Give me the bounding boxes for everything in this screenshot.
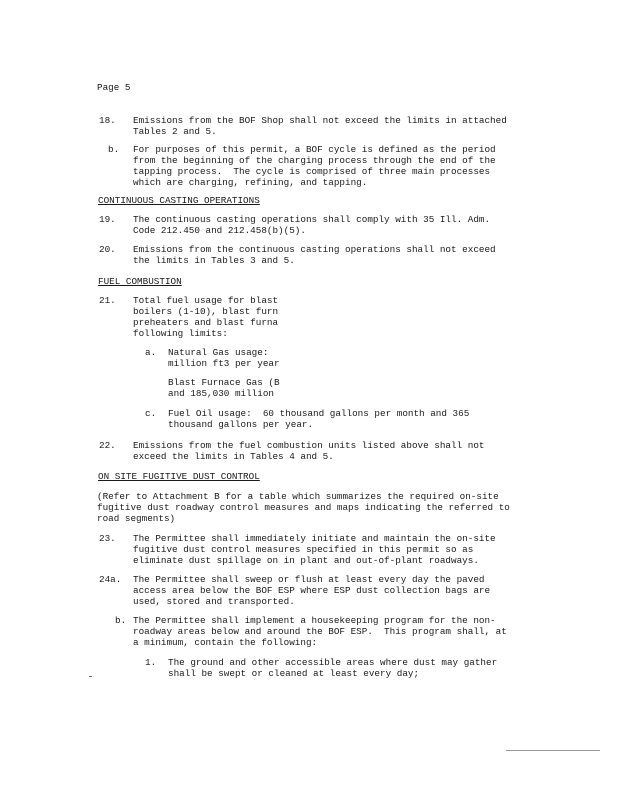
paragraph-line: Emissions from the fuel combustion units listed above shall not [133,440,485,451]
paragraph-line: The Permittee shall implement a housekeeping program for the non- [133,615,496,626]
item-number-22: 22. [99,440,116,451]
section-heading-continuous-casting: CONTINUOUS CASTING OPERATIONS [98,195,260,206]
reference-note-line: road segments) [97,513,176,524]
paragraph-line: Natural Gas usage: [168,347,269,358]
item-number-24b-1: 1. [145,657,157,668]
paragraph-line: thousand gallons per year. [168,419,314,430]
paragraph-line: tapping process. The cycle is comprised of three main processes [133,166,491,177]
item-number-21a: a. [145,347,157,358]
item-number-24b: b. [115,615,127,626]
paragraph-line: exceed the limits in Tables 4 and 5. [133,451,334,462]
paragraph-line: roadway areas below and around the BOF ESP. This program shall, at [133,626,507,637]
paragraph-line: Emissions from the BOF Shop shall not exceed the limits in attached [133,115,507,126]
item-number-21: 21. [99,295,116,306]
scan-speck [89,676,92,677]
paragraph-line: The Permittee shall immediately initiate and maintain the on-site [133,533,496,544]
paragraph-line: Emissions from the continuous casting operations shall not exceed [133,244,496,255]
paragraph-line: from the beginning of the charging process through the end of the [133,155,496,166]
paragraph-line: Blast Furnace Gas (B [168,377,280,388]
item-number-19: 19. [99,214,116,225]
paragraph-line: and 185,030 million [168,388,275,399]
paragraph-line: The continuous casting operations shall comply with 35 Ill. Adm. [133,214,491,225]
paragraph-line: fugitive dust control measures specified in this permit so as [133,544,474,555]
paragraph-line: used, stored and transported. [133,596,295,607]
item-number-23: 23. [99,533,116,544]
paragraph-line: access area below the BOF ESP where ESP dust collection bags are [133,585,491,596]
item-number-18b: b. [108,144,120,155]
section-heading-fugitive-dust: ON SITE FUGITIVE DUST CONTROL [98,471,260,482]
item-number-24a: 24a. [99,574,122,585]
footer-rule [506,750,600,751]
item-number-18: 18. [99,115,116,126]
page-number: Page 5 [97,82,131,93]
paragraph-line: Total fuel usage for blast [133,295,279,306]
paragraph-line: Tables 2 and 5. [133,126,217,137]
paragraph-line: following limits: [133,328,228,339]
paragraph-line: eliminate dust spillage on in plant and out-of-plant roadways. [133,555,479,566]
item-number-21c: c. [145,408,157,419]
paragraph-line: The Permittee shall sweep or flush at least every day the paved [133,574,485,585]
item-number-20: 20. [99,244,116,255]
paragraph-line: which are charging, refining, and tapping. [133,177,368,188]
paragraph-line: the limits in Tables 3 and 5. [133,255,295,266]
paragraph-line: million ft3 per year [168,358,280,369]
paragraph-line: The ground and other accessible areas where dust may gather [168,657,498,668]
section-heading-fuel-combustion: FUEL COMBUSTION [98,276,182,287]
reference-note-line: (Refer to Attachment B for a table which summarizes the required on-site [97,491,499,502]
paragraph-line: preheaters and blast furna [133,317,279,328]
paragraph-line: Fuel Oil usage: 60 thousand gallons per month and 365 [168,408,470,419]
paragraph-line: For purposes of this permit, a BOF cycle is defined as the period [133,144,496,155]
paragraph-line: shall be swept or cleaned at least every day; [168,668,420,679]
paragraph-line: Code 212.450 and 212.458(b)(5). [133,225,306,236]
paragraph-line: boilers (1-10), blast furn [133,306,279,317]
paragraph-line: a minimum, contain the following: [133,637,318,648]
reference-note-line: fugitive dust roadway control measures and maps indicating the referred to [97,502,510,513]
